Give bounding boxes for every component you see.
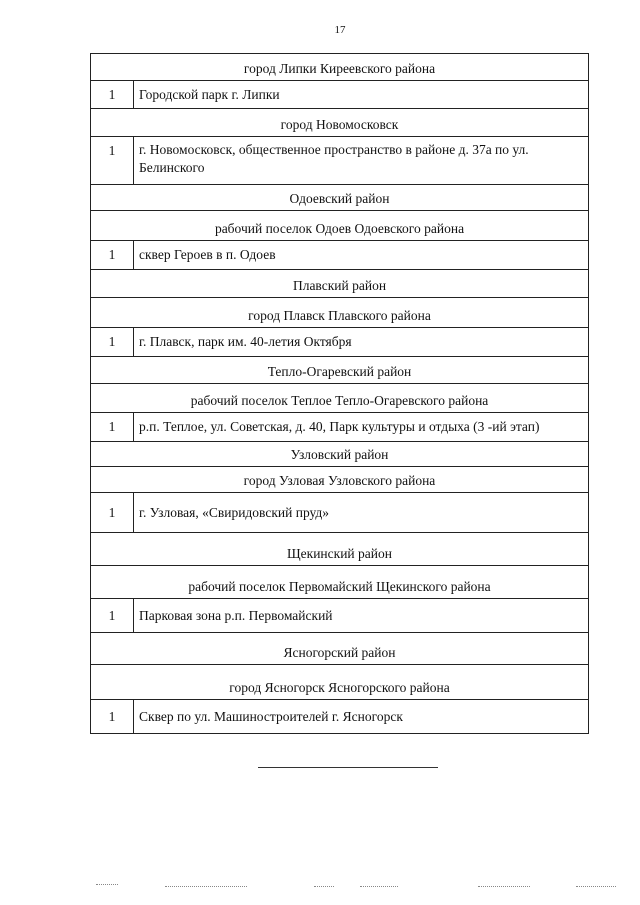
table-row bbox=[91, 699, 588, 733]
table-row bbox=[91, 327, 588, 356]
section-header bbox=[91, 532, 588, 565]
row-number: 1 bbox=[91, 137, 134, 184]
row-number: 1 bbox=[91, 493, 134, 532]
section-title: Одоевский район bbox=[289, 191, 390, 206]
section-title: Плавский район bbox=[292, 278, 387, 293]
section-title: город Новомосковск bbox=[280, 117, 399, 132]
section-title: город Липки Киреевского района bbox=[243, 61, 436, 76]
table-row bbox=[91, 240, 588, 269]
section-header bbox=[91, 466, 588, 492]
table-row bbox=[91, 598, 588, 632]
section-title: город Плавск Плавского района bbox=[248, 308, 431, 323]
section-header bbox=[91, 632, 588, 664]
section-header bbox=[91, 269, 588, 297]
table-row bbox=[91, 412, 588, 441]
row-text: Сквер по ул. Машиностроителей г. Ясногорск bbox=[139, 708, 403, 724]
scan-artifact bbox=[314, 886, 334, 887]
section-header bbox=[91, 108, 588, 136]
section-header bbox=[91, 54, 588, 80]
section-title: город Узловая Узловского района bbox=[243, 473, 436, 488]
row-number: 1 bbox=[91, 328, 134, 356]
scan-artifact bbox=[165, 886, 247, 887]
section-header bbox=[91, 184, 588, 210]
section-title: Тепло-Огаревский район bbox=[267, 364, 412, 379]
row-text: г. Новомосковск, общественное пространство в районе д. 37а по ул. Белинского bbox=[139, 142, 529, 175]
row-number: 1 bbox=[91, 241, 134, 269]
row-text: р.п. Теплое, ул. Советская, д. 40, Парк культуры и отдыха (3 -ий этап) bbox=[139, 419, 540, 434]
locations-table bbox=[90, 53, 589, 734]
row-number: 1 bbox=[91, 599, 134, 632]
section-title: город Ясногорск Ясногорского района bbox=[229, 680, 450, 695]
table-row bbox=[91, 80, 588, 108]
section-header bbox=[91, 297, 588, 327]
section-title: Щекинский район bbox=[287, 546, 392, 561]
section-title: Ясногорский район bbox=[283, 645, 396, 660]
row-text: Городской парк г. Липки bbox=[139, 86, 280, 102]
page-number: 17 bbox=[334, 24, 346, 36]
row-number: 1 bbox=[91, 413, 134, 441]
section-header bbox=[91, 383, 588, 412]
row-number: 1 bbox=[91, 81, 134, 108]
scan-artifact bbox=[576, 886, 616, 887]
row-number: 1 bbox=[91, 700, 134, 733]
section-header bbox=[91, 565, 588, 598]
scan-artifact bbox=[360, 886, 398, 887]
table-row bbox=[91, 492, 588, 532]
section-title: рабочий поселок Первомайский Щекинского района bbox=[188, 579, 491, 594]
row-text: сквер Героев в п. Одоев bbox=[139, 247, 276, 262]
section-header bbox=[91, 356, 588, 383]
section-header bbox=[91, 210, 588, 240]
row-text: Парковая зона р.п. Первомайский bbox=[139, 607, 333, 623]
section-header bbox=[91, 664, 588, 699]
scan-artifact bbox=[478, 886, 530, 887]
end-divider-line bbox=[258, 767, 438, 768]
section-title: рабочий поселок Одоев Одоевского района bbox=[214, 221, 465, 236]
section-title: рабочий поселок Теплое Тепло-Огаревского района bbox=[190, 393, 489, 408]
section-title: Узловский район bbox=[290, 447, 389, 462]
row-text: г. Узловая, «Свиридовский пруд» bbox=[139, 504, 330, 520]
table-row bbox=[91, 136, 588, 184]
section-header bbox=[91, 441, 588, 466]
row-text: г. Плавск, парк им. 40-летия Октября bbox=[139, 334, 352, 349]
scan-artifact bbox=[96, 884, 118, 885]
